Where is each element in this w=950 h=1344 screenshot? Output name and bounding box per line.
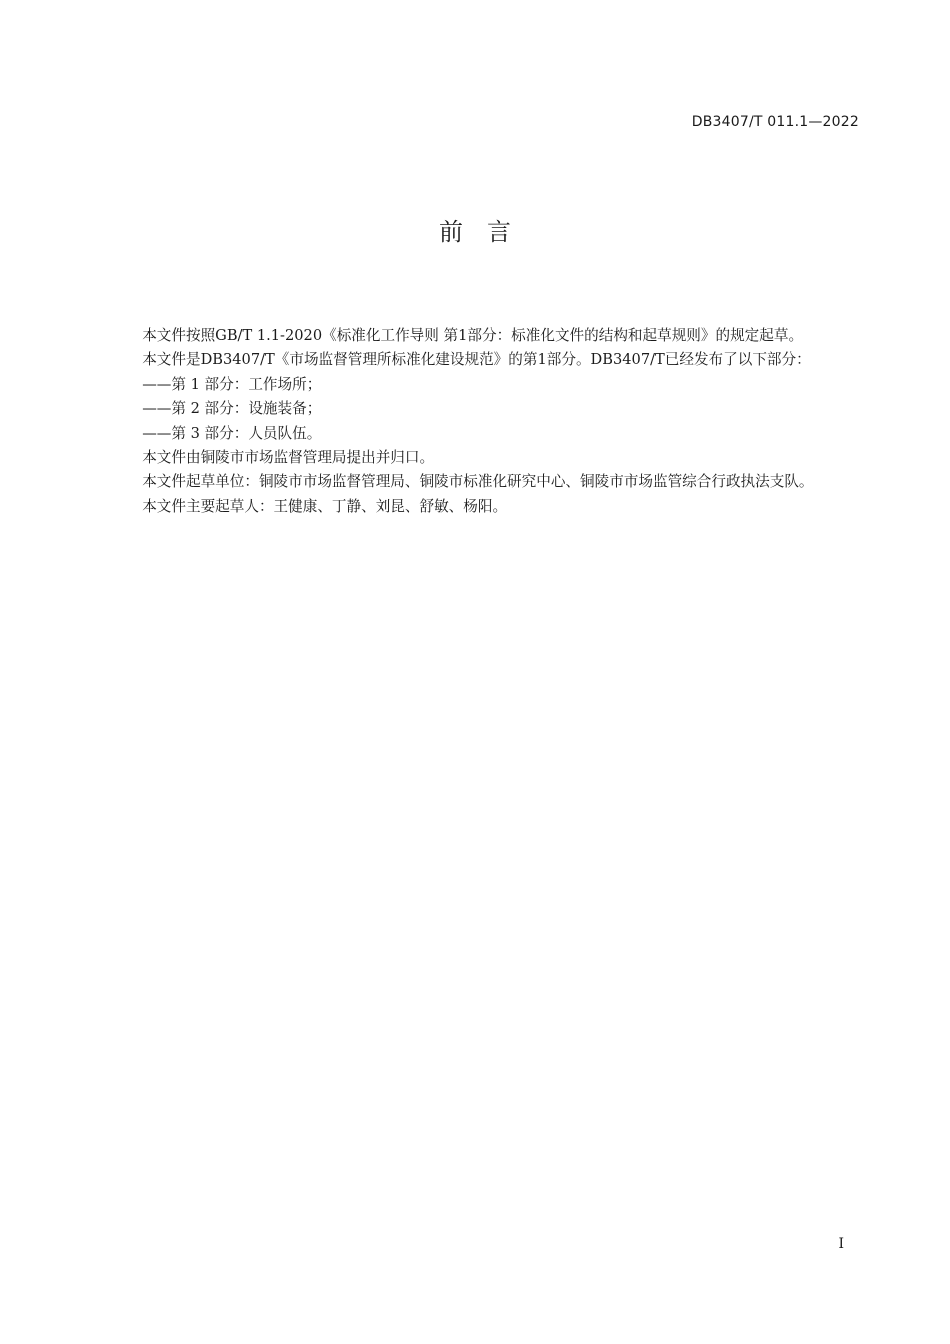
list-item-part-3: ——第 3 部分：人员队伍。 xyxy=(142,424,322,442)
foreword-body xyxy=(113,324,860,519)
list-item-part-2: ——第 2 部分：设施装备； xyxy=(142,400,322,418)
paragraph-drafters: 本文件主要起草人：王健康、丁静、刘昆、舒敏、杨阳。 xyxy=(142,497,508,515)
paragraph-parts-intro: 本文件是DB3407/T《市场监督管理所标准化建设规范》的第1部分。DB3407/T已经发布了以下部分： xyxy=(142,351,811,369)
list-item-part-1: ——第 1 部分：工作场所； xyxy=(142,375,322,393)
page-title: 前言 xyxy=(439,218,535,246)
document-code: DB3407/T 011.1—2022 xyxy=(691,114,859,130)
paragraph-standard-basis: 本文件按照GB/T 1.1-2020《标准化工作导则 第1部分：标准化文件的结构和起草规则》的规定起草。 xyxy=(142,327,804,344)
paragraph-proposer: 本文件由铜陵市市场监督管理局提出并归口。 xyxy=(142,449,435,467)
paragraph-drafting-units: 本文件起草单位：铜陵市市场监督管理局、铜陵市标准化研究中心、铜陵市市场监管综合行政执法支队。 xyxy=(142,473,814,491)
page-number: I xyxy=(838,1236,844,1252)
